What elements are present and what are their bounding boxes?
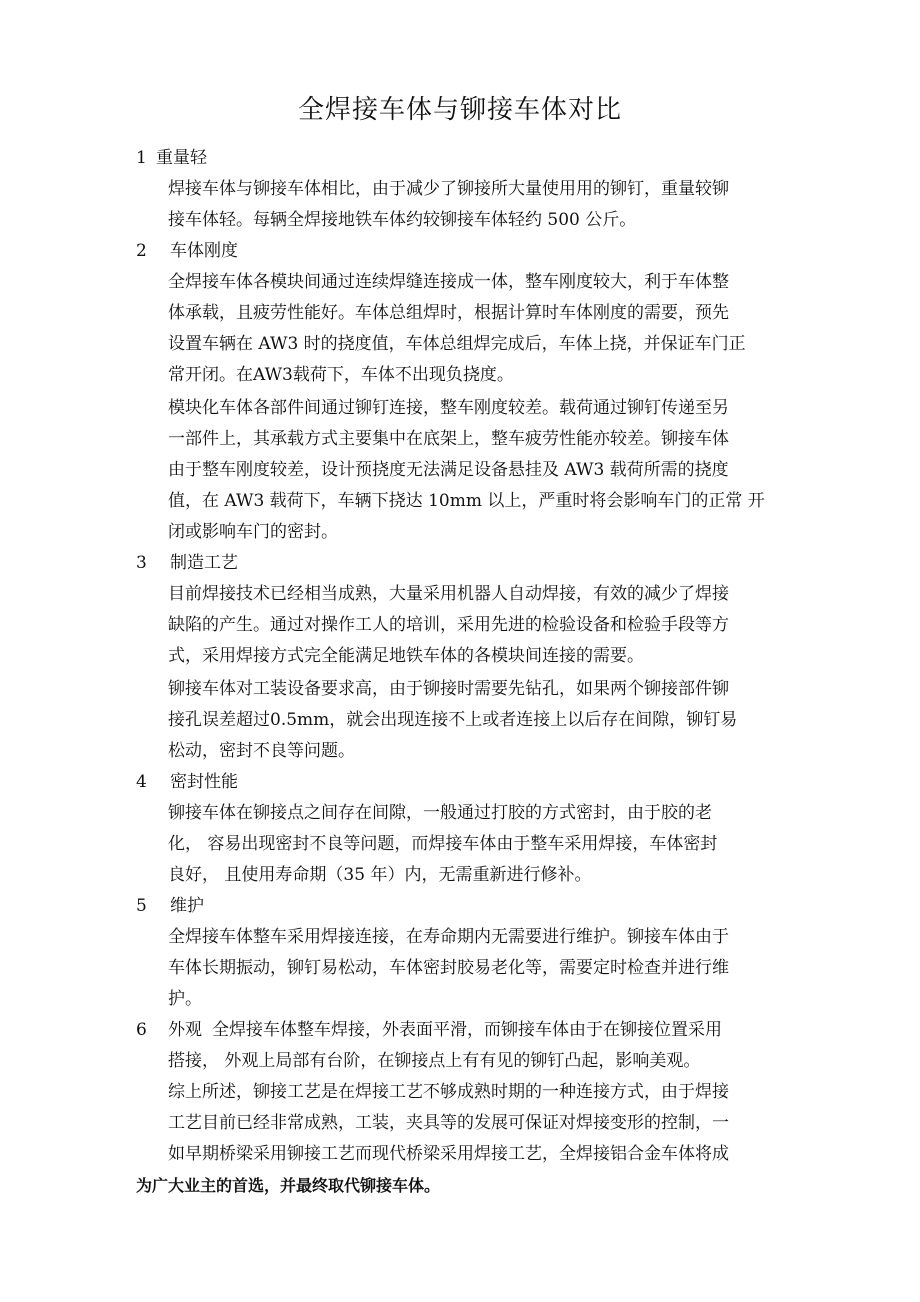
conclusion-bold-line (136, 1170, 786, 1202)
text-line: 式，采用焊接方式完全能满足地铁车体的各模块间连接的需要。 (168, 646, 644, 666)
text-line: 全焊接车体各模块间通过连续焊缝连接成一体，整车刚度较大，利于车体整 (168, 272, 729, 292)
text-line: 全焊接车体整车采用焊接连接，在寿命期内无需要进行维护。铆接车体由于 (168, 927, 729, 947)
section-manufacturing (136, 548, 786, 767)
section-number: 2 (136, 241, 147, 261)
section-heading (136, 891, 786, 922)
text-line: 松动，密封不良等问题。 (168, 741, 355, 761)
text-line: 常开闭。在AW3载荷下，车体不出现负挠度。 (168, 365, 514, 385)
text-line: 接孔误差超过0.5mm，就会出现连接不上或者连接上以后存在间隙，铆钉易 (168, 710, 738, 730)
text-line: 体承载，且疲劳性能好。车体总组焊时，根据计算时车体刚度的需要，预先 (168, 303, 729, 323)
text-line: 全焊接车体整车焊接，外表面平滑，而铆接车体由于在铆接位置采用 (212, 1020, 722, 1040)
section-title: 制造工艺 (170, 553, 238, 573)
section-number: 5 (136, 896, 147, 916)
section-title: 维护 (170, 896, 204, 916)
text-line: 接车体轻。每辆全焊接地铁车体约较铆接车体轻约 500 公斤。 (168, 210, 637, 230)
text-line: 车体长期振动，铆钉易松动，车体密封胶易老化等，需要定时检查并进行维 (168, 958, 729, 978)
paragraph (168, 1046, 786, 1077)
text-line: 综上所述，铆接工艺是在焊接工艺不够成熟时期的一种连接方式，由于焊接 (168, 1082, 729, 1102)
paragraph (168, 798, 786, 891)
section-title: 车体刚度 (170, 241, 238, 261)
text-line: 铆接车体在铆接点之间存在间隙，一般通过打胶的方式密封，由于胶的老 (168, 803, 712, 823)
section-heading (136, 767, 786, 798)
text-line: 模块化车体各部件间通过铆钉连接，整车刚度较差。载荷通过铆钉传递至另 (168, 398, 729, 418)
text-line: 搭接， 外观上局部有台阶，在铆接点上有有见的铆钉凸起，影响美观。 (168, 1051, 701, 1071)
text-line: 值，在 AW3 载荷下，车辆下挠达 10mm 以上，严重时将会影响车门的正常 开 (168, 491, 765, 511)
section-number: 1 (136, 148, 147, 168)
section-weight (136, 143, 786, 236)
section-heading (136, 236, 786, 267)
text-line: 缺陷的产生。通过对操作工人的培训，采用先进的检验设备和检验手段等方 (168, 615, 729, 635)
section-heading (136, 548, 786, 579)
text-line: 铆接车体对工装设备要求高，由于铆接时需要先钻孔，如果两个铆接部件铆 (168, 679, 729, 699)
paragraph (168, 922, 786, 1015)
paragraph (168, 174, 786, 236)
paragraph (168, 267, 786, 391)
section-title: 重量轻 (156, 148, 207, 168)
text-line: 化， 容易出现密封不良等问题，而焊接车体由于整车采用焊接，车体密封 (168, 834, 718, 854)
section-appearance (136, 1015, 786, 1077)
section-heading (136, 1015, 786, 1046)
text-line: 工艺目前已经非常成熟，工装，夹具等的发展可保证对焊接变形的控制，一 (168, 1113, 729, 1133)
section-heading (136, 143, 786, 174)
section-title: 密封性能 (170, 772, 238, 792)
text-line: 如早期桥梁采用铆接工艺而现代桥梁采用焊接工艺，全焊接铝合金车体将成 (168, 1144, 729, 1164)
section-title: 外观 (168, 1020, 202, 1040)
text-line: 焊接车体与铆接车体相比，由于减少了铆接所大量使用用的铆钉，重量较铆 (168, 179, 729, 199)
text-line: 设置车辆在 AW3 时的挠度值，车体总组焊完成后，车体上挠，并保证车门正 (168, 334, 746, 354)
text-line: 良好， 且使用寿命期（35 年）内，无需重新进行修补。 (168, 865, 592, 885)
paragraph (168, 674, 786, 767)
section-maintenance (136, 891, 786, 1015)
section-number: 4 (136, 772, 147, 792)
section-number: 6 (136, 1020, 147, 1040)
text-line: 目前焊接技术已经相当成熟，大量采用机器人自动焊接，有效的减少了焊接 (168, 584, 729, 604)
section-sealing (136, 767, 786, 891)
text-line: 闭或影响车门的密封。 (168, 522, 338, 542)
paragraph (168, 393, 786, 548)
section-stiffness (136, 236, 786, 548)
paragraph (168, 1077, 786, 1170)
section-number: 3 (136, 553, 147, 573)
text-line: 由于整车刚度较差，设计预挠度无法满足设备悬挂及 AW3 载荷所需的挠度 (168, 460, 729, 480)
text-line: 为广大业主的首选，并最终取代铆接车体。 (136, 1176, 441, 1195)
paragraph (168, 579, 786, 672)
text-line: 护。 (168, 989, 202, 1009)
document-body (136, 143, 786, 1202)
document-title: 全焊接车体与铆接车体对比 (297, 95, 622, 125)
text-line: 一部件上，其承载方式主要集中在底架上，整车疲劳性能亦较差。铆接车体 (168, 429, 729, 449)
conclusion (136, 1077, 786, 1202)
